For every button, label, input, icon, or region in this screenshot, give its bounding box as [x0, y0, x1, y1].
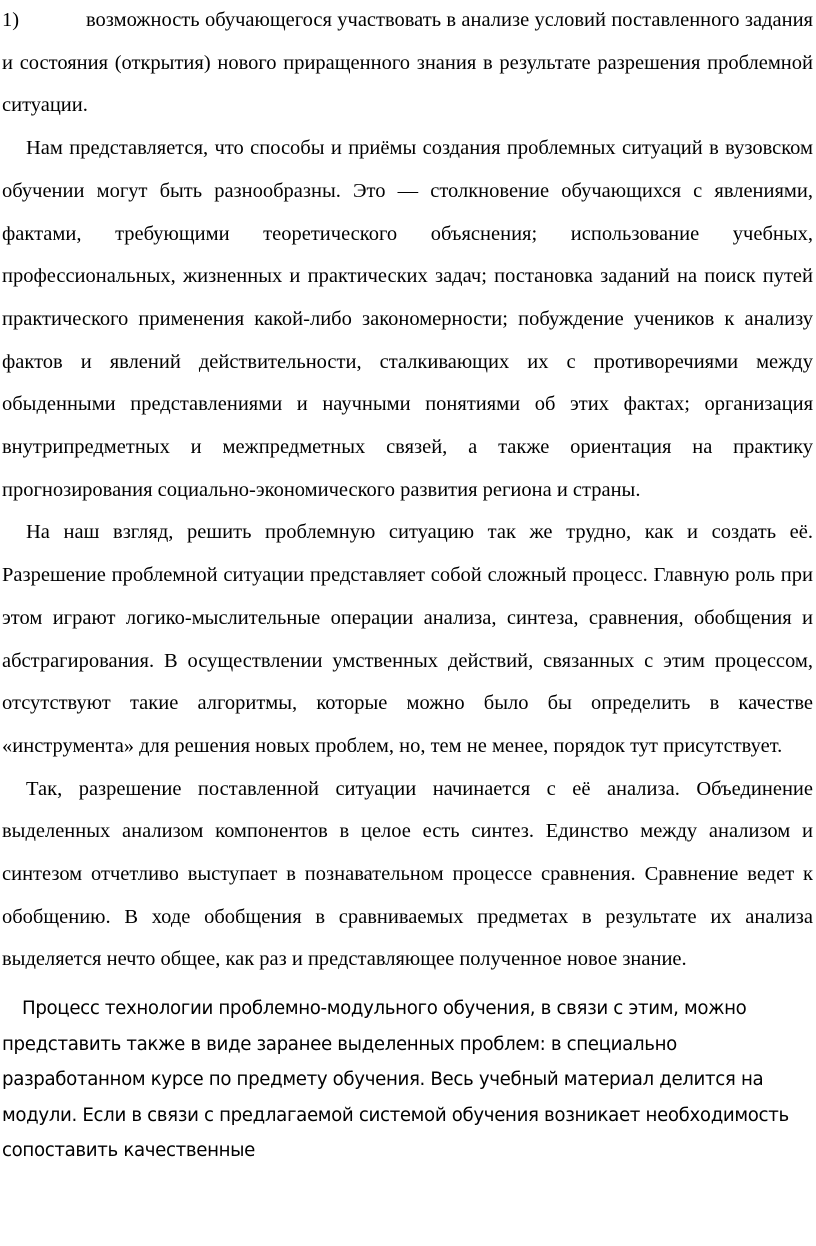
- list-item-text: возможность обучающегося участвовать в анализе условий поставленного задания и состояния (открытия) нового приращенного знания в результате разрешения проблемной ситуации.: [2, 9, 813, 117]
- list-item-number: 1): [2, 9, 20, 31]
- paragraph-analysis-synthesis: Так, разрешение поставленной ситуации начинается с её анализа. Объединение выделенных анализом компонентов в целое есть синтез. Единство между анализом и синтезом отчетливо выступает в познавательном процессе сравнения. Сравнение ведет к обобщению. В ходе обобщения в сравниваемых предметах в результате их анализа выделяется нечто общее, как раз и представляющее полученное новое знание.: [2, 777, 813, 971]
- paragraph-resolution-process: На наш взгляд, решить проблемную ситуацию так же трудно, как и создать её. Разрешение проблемной ситуации представляет собой сложный процесс. Главную роль при этом играют логико-мыслительные операции анализа, синтеза, сравнения, обобщения и абстрагирования. В осуществлении умственных действий, связанных с этим процессом, отсутствуют такие алгоритмы, которые можно было бы определить в качестве «инструмента» для решения новых проблем, но, тем не менее, порядок тут присутствует.: [2, 521, 813, 757]
- list-item-1: [2, 0, 813, 127]
- paragraph-problem-situations: Нам представляется, что способы и приёмы создания проблемных ситуаций в вузовском обучении могут быть разнообразны. Это — столкновение обучающихся с явлениями, фактами, требующими теоретического объяснения; использование учебных, профессиональных, жизненных и практических задач; постановка заданий на поиск путей практического применения какой-либо закономерности; побуждение учеников к анализу фактов и явлений действительности, сталкивающих их с противоречиями между обыденными представлениями и научными понятиями об этих фактах; организация внутрипредметных и межпредметных связей, а также ориентация на практику прогнозирования социально-экономического развития региона и страны.: [2, 137, 813, 501]
- paragraph-modular-learning: Процесс технологии проблемно-модульного обучения, в связи с этим, можно представить также в виде заранее выделенных проблем: в специально разработанном курсе по предмету обучения. Весь учебный материал делится на модули. Если в связи с предлагаемой системой обучения возникает необходимость сопоставить качественные: [2, 998, 789, 1162]
